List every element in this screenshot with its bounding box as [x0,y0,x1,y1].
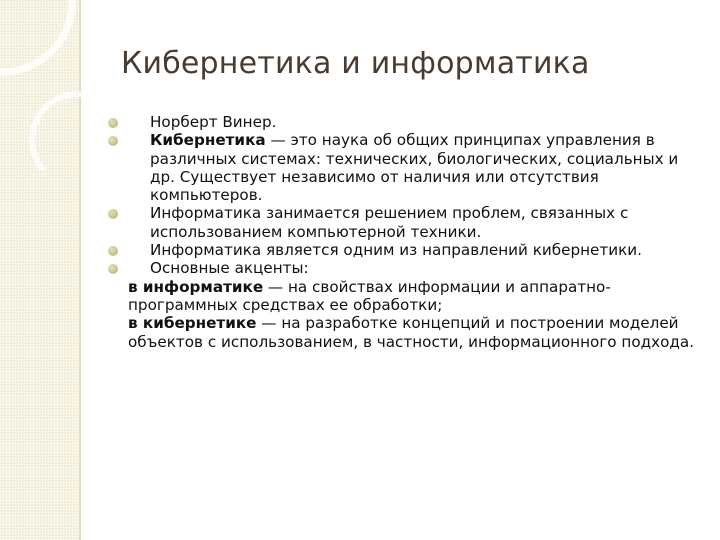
bullet-dot-icon [108,264,118,274]
bullet-text: Информатика занимается решением проблем, связанных с использованием компьютерной техники. [150,204,629,241]
bullet-text: Основные акценты: [150,259,309,278]
paragraph-text: — на разработке концепций и построении моделей объектов с использованием, в частности, информационного подхода. [128,314,695,351]
bullet-item [128,113,708,131]
bullet-text: Информатика является одним из направлений кибернетики. [150,241,642,260]
bullet-dot-icon [108,118,118,128]
bullet-bold: Кибернетика [150,131,266,150]
bullet-text: Норберт Винер. [150,113,277,131]
bullet-item [128,204,708,241]
paragraph-informatics [128,278,708,315]
slide-title: Кибернетика и информатика [121,46,590,81]
bullet-item [128,131,708,204]
bullet-list [128,113,708,278]
bullet-dot-icon [108,246,118,256]
bullet-item [128,241,708,259]
bullet-dot-icon [108,209,118,219]
paragraph-bold: в информатике [128,277,264,296]
bullet-item [128,259,708,277]
bullet-text: — это наука об общих принципах управления в различных системах: технических, биологических, социальных и др. Существует независимо от наличия или отсутствия компьютеров. [150,131,679,205]
paragraph-bold: в кибернетике [128,314,257,333]
decorative-circles-icon [0,0,120,170]
slide-content [128,113,708,351]
paragraph-text: — на свойствах информации и аппаратно-программных средствах ее обработки; [128,277,611,314]
paragraph-cybernetics [128,314,708,351]
